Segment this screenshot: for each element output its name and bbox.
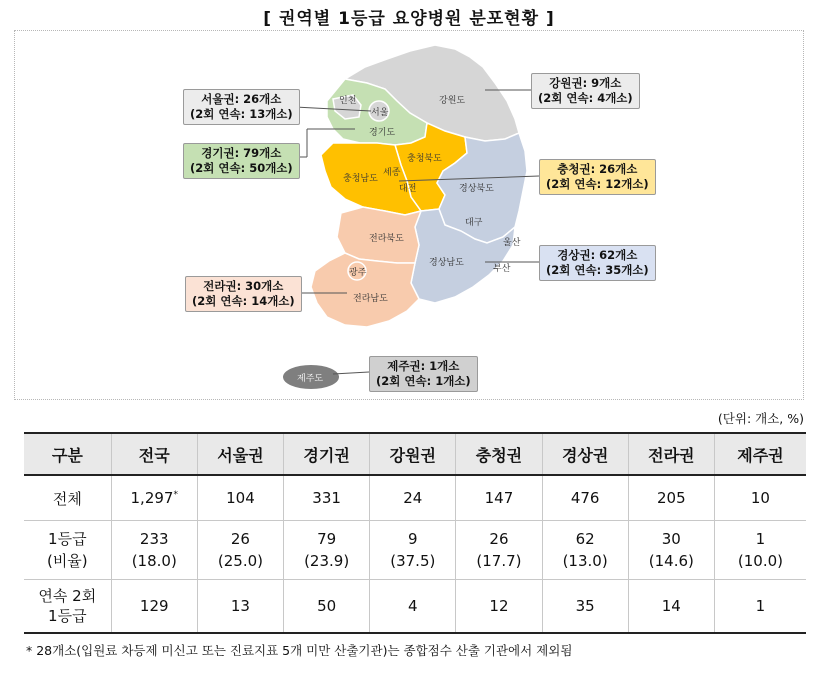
table-cell: 205 xyxy=(628,475,714,521)
header-cell: 서울권 xyxy=(197,433,283,475)
table-cell: 26 (17.7) xyxy=(456,521,542,580)
table-row-consecutive xyxy=(24,580,806,634)
map-label-seoul: 서울 xyxy=(371,108,389,118)
table-cell: 10 xyxy=(714,475,806,521)
page-title: [ 권역별 1등급 요양병원 분포현황 ] xyxy=(263,9,555,29)
table-cell: 233 (18.0) xyxy=(111,521,197,580)
row-label: 연속 2회 1등급 xyxy=(24,580,111,634)
map-label-gwangju: 광주 xyxy=(349,268,367,278)
map-label-sejong: 세종 xyxy=(383,168,401,178)
table-cell: 9 (37.5) xyxy=(370,521,456,580)
map-label-chungnam: 충청남도 xyxy=(343,174,378,184)
table-cell: 331 xyxy=(284,475,370,521)
korea-map xyxy=(15,31,805,401)
header-cell: 전라권 xyxy=(628,433,714,475)
map-label-jeonnam: 전라남도 xyxy=(353,294,388,304)
map-label-daejeon: 대전 xyxy=(399,184,417,194)
table-cell: 147 xyxy=(456,475,542,521)
table-cell: 14 xyxy=(628,580,714,634)
table-cell: 79 (23.9) xyxy=(284,521,370,580)
region-jeonnam xyxy=(311,253,419,327)
table-cell: 1 xyxy=(714,580,806,634)
callout-gyeonggi: 경기권: 79개소 (2회 연속: 50개소) xyxy=(183,143,300,179)
korea-map-panel xyxy=(14,30,804,400)
table-row-total xyxy=(24,475,806,521)
map-label-gyeongnam: 경상남도 xyxy=(429,258,464,268)
header-cell: 구분 xyxy=(24,433,111,475)
table-cell: 35 xyxy=(542,580,628,634)
header-cell: 전국 xyxy=(111,433,197,475)
footnote: * 28개소(입원료 차등제 미신고 또는 진료지표 5개 미만 산출기관)는 종합점수 산출 기관에서 제외됨 xyxy=(26,643,573,658)
callout-seoul: 서울권: 26개소 (2회 연속: 13개소) xyxy=(183,89,300,125)
footnote-mark: * xyxy=(173,490,178,500)
header-cell: 경상권 xyxy=(542,433,628,475)
map-label-chungbuk: 충청북도 xyxy=(407,154,442,164)
row-label: 전체 xyxy=(24,475,111,521)
table-row-grade1 xyxy=(24,521,806,580)
header-cell: 강원권 xyxy=(370,433,456,475)
table-cell: 12 xyxy=(456,580,542,634)
table-cell: 50 xyxy=(284,580,370,634)
stats-table xyxy=(24,432,806,634)
table-cell: 1 (10.0) xyxy=(714,521,806,580)
table-cell: 4 xyxy=(370,580,456,634)
table-cell: 62 (13.0) xyxy=(542,521,628,580)
table-cell: 13 xyxy=(197,580,283,634)
map-label-busan: 부산 xyxy=(493,264,511,274)
table-cell: 30 (14.6) xyxy=(628,521,714,580)
table-cell: 476 xyxy=(542,475,628,521)
callout-jeolla: 전라권: 30개소 (2회 연속: 14개소) xyxy=(185,276,302,312)
map-label-incheon: 인천 xyxy=(339,96,357,106)
map-label-gyeongbuk: 경상북도 xyxy=(459,184,494,194)
table-cell: 26 (25.0) xyxy=(197,521,283,580)
map-label-jeju: 제주도 xyxy=(297,374,324,384)
table-cell: 24 xyxy=(370,475,456,521)
table-cell: 1,297* xyxy=(111,475,197,521)
map-label-jeonbuk: 전라북도 xyxy=(369,234,404,244)
map-label-daegu: 대구 xyxy=(465,218,483,228)
callout-gyeongsang: 경상권: 62개소 (2회 연속: 35개소) xyxy=(539,245,656,281)
map-label-gangwon: 강원도 xyxy=(439,96,466,106)
header-cell: 경기권 xyxy=(284,433,370,475)
table-header-row xyxy=(24,433,806,475)
callout-gangwon: 강원권: 9개소 (2회 연속: 4개소) xyxy=(531,73,640,109)
callout-jeju: 제주권: 1개소 (2회 연속: 1개소) xyxy=(369,356,478,392)
map-label-gyeonggi: 경기도 xyxy=(369,128,396,138)
unit-label: (단위: 개소, %) xyxy=(717,411,804,426)
callout-chungcheong: 충청권: 26개소 (2회 연속: 12개소) xyxy=(539,159,656,195)
table-cell: 104 xyxy=(197,475,283,521)
table-cell: 129 xyxy=(111,580,197,634)
row-label: 1등급 (비율) xyxy=(24,521,111,580)
header-cell: 제주권 xyxy=(714,433,806,475)
map-label-ulsan: 울산 xyxy=(503,238,521,248)
header-cell: 충청권 xyxy=(456,433,542,475)
